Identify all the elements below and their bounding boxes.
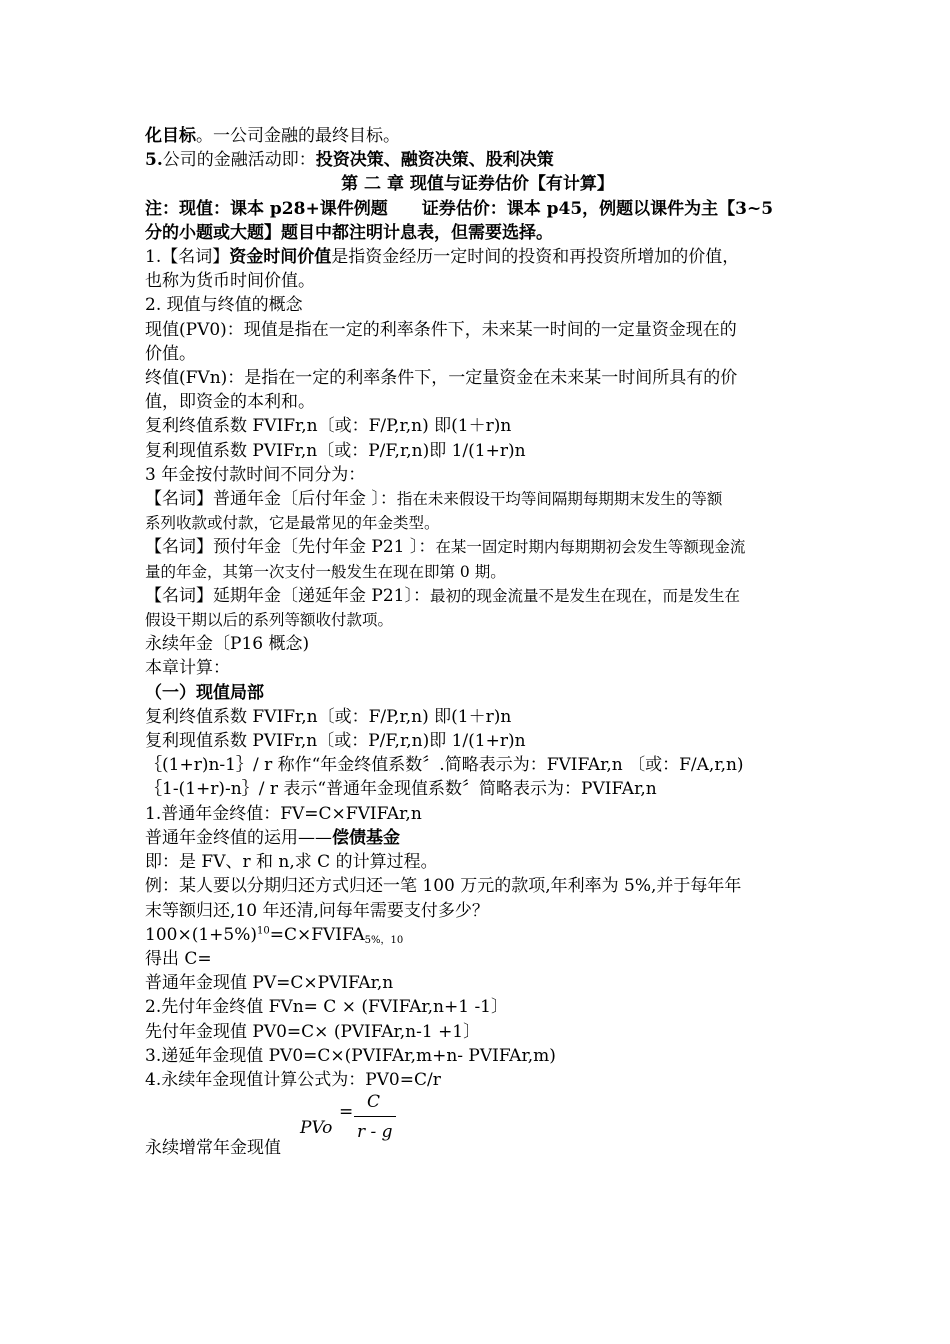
text-line: 普通年金终值的运用——偿债基金 [145,827,400,848]
text-line: 永续年金〔P16 概念) [145,634,310,655]
section-heading: （一）现值局部 [145,682,264,703]
note-line: 注：现值：课本 p28+课件例题 证券估价：课本 p45，例题以课件为主【3~5 [145,198,774,219]
growing-perpetuity-formula [145,1094,810,1162]
formula-denominator: r - g [357,1122,393,1143]
text-line: 也称为货币时间价值。 [145,271,315,292]
definition-line: 【名词】延期年金〔递延年金 P21〕：最初的现金流量不是发生在现在，而是发生在 [145,585,740,606]
text-line: 普通年金现值 PV=C×PVIFAr,n [145,973,394,994]
chapter-title: 第 二 章 现值与证券估价【有计算】 [341,174,614,195]
text-line: 复利现值系数 PVIFr,n〔或：P/F,r,n)即 1/(1+r)n [145,440,526,461]
text-line: 复利终值系数 FVIFr,n〔或：F/P,r,n) 即(1＋r)n [145,706,512,727]
text-line: 复利现值系数 PVIFr,n〔或：P/F,r,n)即 1/(1+r)n [145,731,526,752]
text-line: 1.普通年金终值：FV=C×FVIFAr,n [145,803,422,824]
text-line: 先付年金现值 PV0=C× (PVIFAr,n-1 +1〕 [145,1021,481,1042]
text-line: 现值(PV0)：现值是指在一定的利率条件下，未来某一时间的一定量资金现在的 [145,319,737,340]
text-line: 即：是 FV、r 和 n,求 C 的计算过程。 [145,852,438,873]
text-line: 1.【名词】资金时间价值是指资金经历一定时间的投资和再投资所增加的价值， [145,247,740,268]
definition-line: 【名词】普通年金〔后付年金 〕：指在未来假设干均等间隔期每期期末发生的等额 [145,489,723,510]
definition-line: 系列收款或付款，它是最常见的年金类型。 [145,514,440,533]
text-line: 5.公司的金融活动即：投资决策、融资决策、股利决策 [145,150,554,171]
document-body [145,124,810,1162]
text-line: 3 年金按付款时间不同分为： [145,464,366,485]
text-line: 终值(FVn)：是指在一定的利率条件下，一定量资金在未来某一时间所具有的价 [145,368,738,389]
text-line: 本章计算： [145,658,230,679]
text-line: 价值。 [145,343,196,364]
text-line: 化目标。一公司金融的最终目标。 [145,126,400,146]
equation-line: $100\times(1+5\%)^{10}=C\times FVIFA_{5\%,10}$ [145,924,404,946]
definition-line: 假设干期以后的系列等额收付款项。 [145,611,394,630]
formula-lhs: PVo [300,1118,333,1139]
note-line: 分的小题或大题】题目中都注明计息表，但需要选择。 [145,222,553,243]
text-line: 2. 现值与终值的概念 [145,295,303,316]
definition-line: 量的年金，其第一次支付一般发生在现在即第 0 期。 [145,562,506,581]
text-line: 值，即资金的本利和。 [145,392,315,413]
text-line: 末等额归还,10 年还清,问每年需要支付多少？ [145,900,489,921]
fraction-bar [354,1116,396,1117]
text-line: ｛1-(1+r)-n｝/ r 表示“普通年金现值系数〞简略表示为：PVIFAr,n [145,779,657,800]
text-line: ｛(1+r)n-1｝/ r 称作“年金终值系数〞.简略表示为：FVIFAr,n 〔或：F/A,r,n) [145,755,744,776]
text-line: 例：某人要以分期归还方式归还一笔 100 万元的款项,年利率为 5%,并于每年年 [145,876,742,897]
formula-equals: = [339,1102,354,1123]
text-line: 复利终值系数 FVIFr,n〔或：F/P,r,n) 即(1＋r)n [145,416,512,437]
text-line: 得出 C= [145,948,212,969]
text-line: 4.永续年金现值计算公式为：PV0=C/r [145,1069,441,1090]
formula-numerator: C [367,1092,381,1113]
formula-label: 永续增常年金现值 [145,1138,281,1159]
definition-line: 【名词】预付年金〔先付年金 P21 〕：在某一固定时期内每期期初会发生等额现金流 [145,537,746,558]
text-line: 3.递延年金现值 PV0=C×(PVIFAr,m+n- PVIFAr,m) [145,1045,556,1066]
text-line: 2.先付年金终值 FVn= C × (FVIFAr,n+1 -1〕 [145,997,509,1018]
